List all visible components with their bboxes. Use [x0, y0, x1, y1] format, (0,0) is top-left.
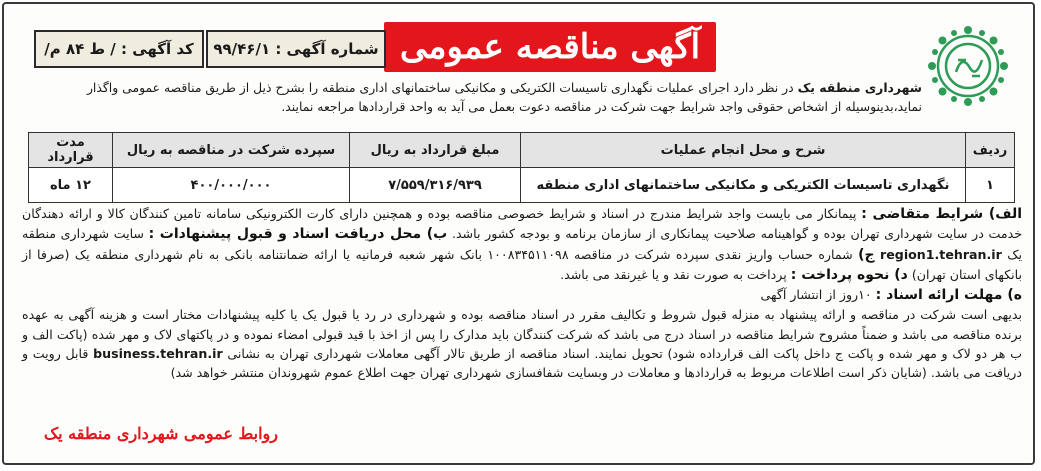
conditions-paragraph	[22, 204, 1022, 285]
section-a-title: الف) شرایط متقاضی :	[861, 206, 1023, 222]
ad-number-box: شماره آگهی : ۹۹/۴۶/۱	[206, 30, 386, 68]
tehran-municipality-logo-icon	[926, 24, 1010, 108]
col-header-duration: مدت قرارداد	[29, 133, 113, 168]
cell-deposit: ۴۰۰/۰۰۰/۰۰۰	[113, 168, 350, 203]
cell-duration: ۱۲ ماه	[29, 168, 113, 203]
intro-text: در نظر دارد اجرای عملیات نگهداری تاسیسات الکتریکی و مکانیکی ساختمانهای اداری منطقه را بشرح ذیل از طریق مناقصه عمومی واگذار نماید،بدینوسیله از اشخاص حقوقی واجد شرایط جهت شرکت در مناقصه دعوت بعمل می آید به واحد قراردادها مراجعه نمایند.	[86, 80, 922, 114]
section-c-title: ج)	[858, 246, 875, 263]
col-header-contract-amount: مبلغ قرارداد به ریال	[350, 133, 521, 168]
cell-contract-amount: ۷/۵۵۹/۳۱۶/۹۳۹	[350, 168, 521, 203]
ad-code-box: کد آگهی : / ط ۸۴ م/	[34, 30, 204, 68]
table-header-row	[29, 133, 1015, 168]
final-paragraph	[22, 305, 1022, 382]
business-site-link[interactable]: business.tehran.ir	[93, 346, 223, 362]
section-b-title: ب) محل دریافت اسناد و قبول پیشنهادات :	[148, 226, 448, 243]
tender-table	[28, 132, 1015, 203]
section-b-text: سایت شهرداری منطقه یک	[22, 226, 1023, 262]
intro-paragraph	[22, 78, 922, 116]
col-header-row-number: ردیف	[966, 133, 1015, 168]
final-text-2: قابل رویت و دریافت می باشد. (شایان ذکر است اطلاعات مربوط به قراردادها و معاملات در وبسایت شفافسازی شهرداری تهران جهت اطلاع عموم شهروندان منتشر خواهد شد)	[22, 346, 1022, 381]
cell-description: نگهداری تاسیسات الکتریکی و مکانیکی ساختمانهای اداری منطقه	[521, 168, 966, 203]
footer-public-relations: روابط عمومی شهرداری منطقه یک	[43, 424, 278, 443]
section-a-text: پیمانکار می بایست واجد شرایط مندرج در اسناد و شرایط خصوصی مناقصه بوده و همچنین دارای کارت الکترونیکی سامانه تامین کنندگان کالا و ارائه دهندگان خدمت در سایت شهرداری تهران بوده و گواهینامه صلاحیت پیمانکاری از سازمان برنامه و بودجه کشور باشد.	[22, 206, 1022, 242]
col-header-deposit: سپرده شرکت در مناقصه به ریال	[113, 133, 350, 168]
section-e-title: ه) مهلت ارائه اسناد :	[875, 287, 1022, 304]
ad-title-banner: آگهی مناقصه عمومی	[384, 22, 716, 72]
section-d-title: د) نحوه پرداخت :	[790, 266, 908, 283]
section-e-text: ۱۰روز از انتشار آگهی	[760, 287, 876, 303]
section-c-text: شماره حساب واریز نقدی سپرده شرکت در مناقصه ۱۰۰۸۳۴۵۱۱۰۹۸ بانک شهر شعبه فرمانیه یا ارائه ضمانتنامه بانکی به نام شهرداری منطقه یک (صرفا از بانکهای استان تهران)	[22, 246, 1022, 282]
table-row	[29, 168, 1015, 203]
deadline-paragraph	[22, 285, 1022, 305]
intro-org-name: شهرداری منطقه یک	[797, 80, 922, 95]
cell-row-number: ۱	[966, 168, 1015, 203]
region1-site-link[interactable]: region1.tehran.ir	[880, 246, 1002, 262]
section-d-text: پرداخت به صورت نقد و یا غیرنقد می باشد.	[560, 266, 791, 282]
col-header-description: شرح و محل انجام عملیات	[521, 133, 966, 168]
final-text-1: بدیهی است شرکت در مناقصه و ارائه پیشنهاد به منزله قبول شروط و تکالیف مقرر در اسناد مناقصه بوده و شهرداری در رد یا قبول یک یا کلیه پیشنهادات مختار است و هزینه آگهی به عهده برنده مناقصه می باشد و ضمناً مشروح شرایط مناقصه در اسناد درج می باشد که شرکت کنندگان باید مدارک را پس از اخذ با قید قبولی امضاء نموده و در پاکتهای لاک و مهر شده (پاکت الف و ب هر دو لاک و مهر شده و پاکت ج داخل پاکت الف قرارداده شود) تحویل نمایند. اسناد مناقصه از طریق تالار آگهی معاملات شهرداری تهران به نشانی	[22, 307, 1022, 362]
conditions-body	[22, 204, 1022, 383]
